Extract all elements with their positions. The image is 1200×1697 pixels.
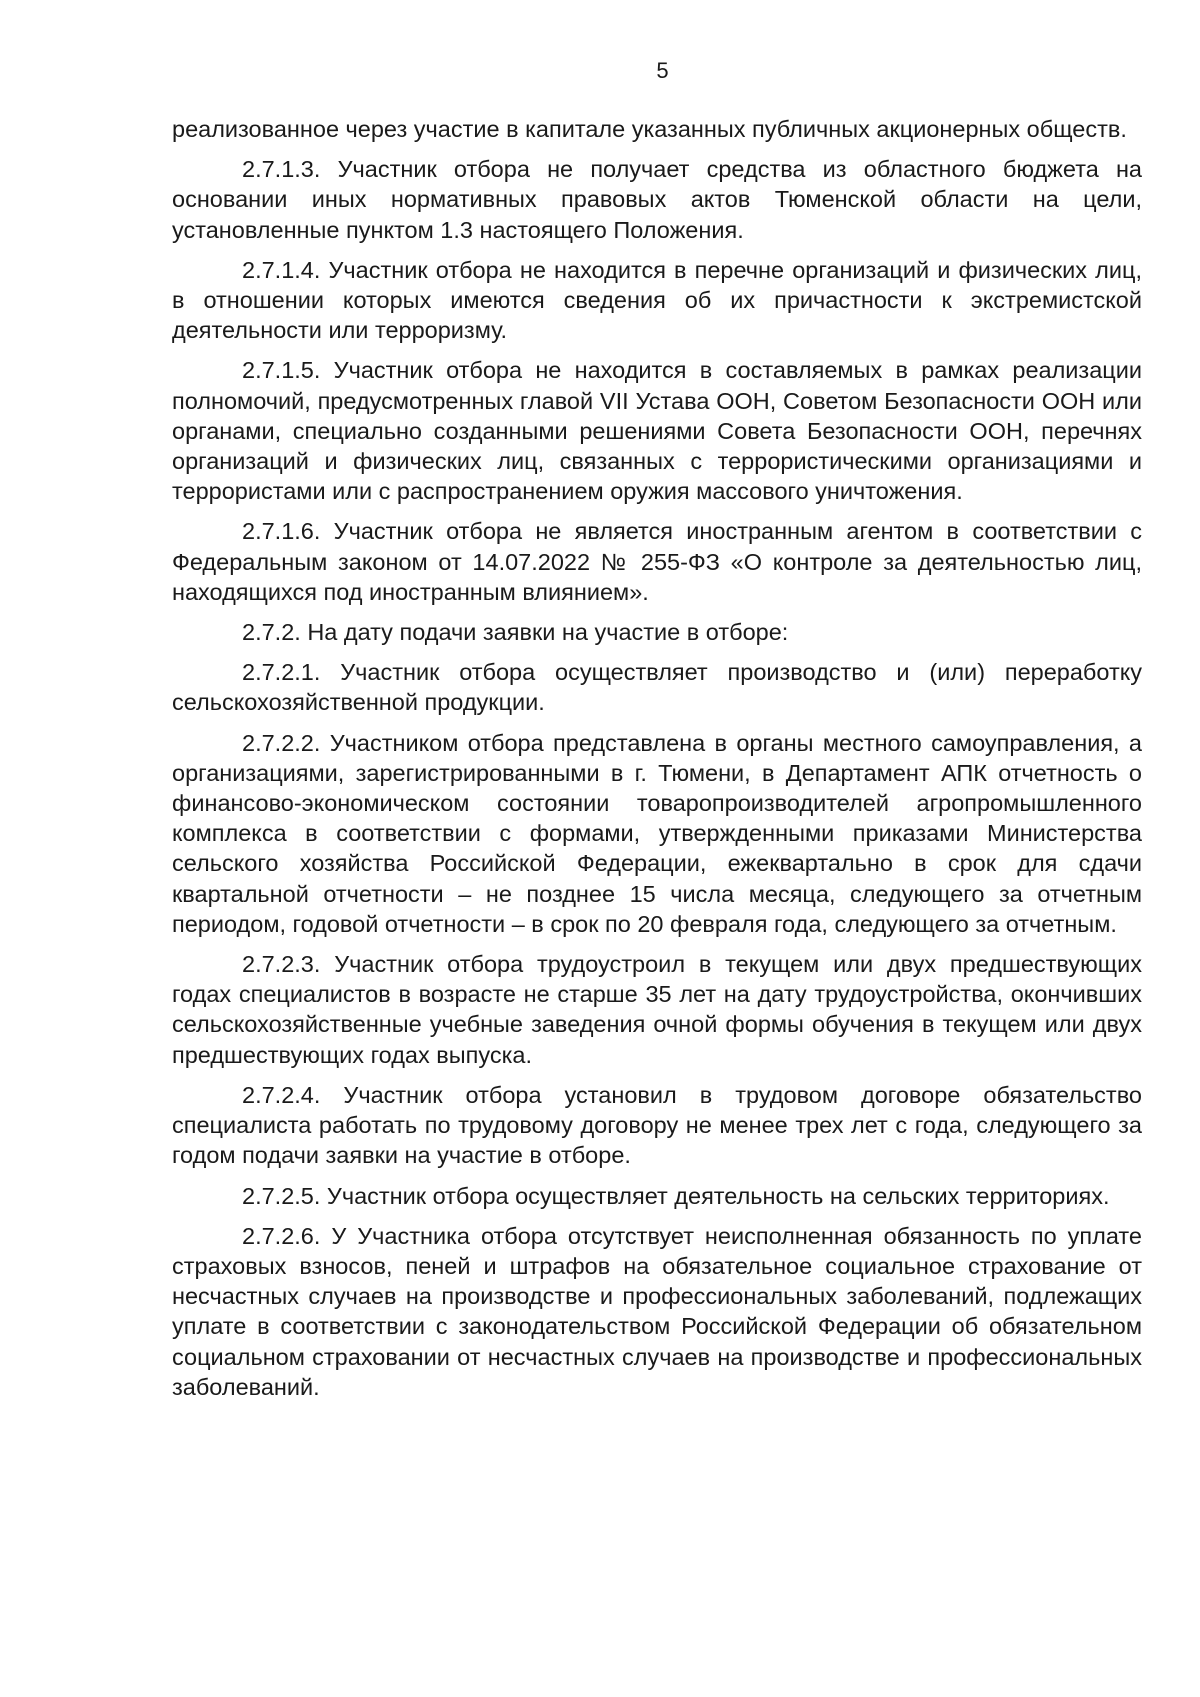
paragraph-2-7-1-4: 2.7.1.4. Участник отбора не находится в перечне организаций и физических лиц, в отношении которых имеются сведения об их причастности к экстремистской деятельности или терроризму. — [172, 256, 1142, 344]
paragraph-2-7-2-1: 2.7.2.1. Участник отбора осуществляет производство и (или) переработку сельскохозяйственной продукции. — [172, 659, 1142, 716]
paragraph-2-7-2: 2.7.2. На дату подачи заявки на участие в отборе: — [242, 619, 789, 646]
paragraph-2-7-2-6: 2.7.2.6. У Участника отбора отсутствует неисполненная обязанность по уплате страховых взносов, пеней и штрафов на обязательное социальное страхование от несчастных случаев на производстве и профессиональных заболеваний, подлежащих уплате в соответствии с законодательством Российской Федерации об обязательном социальном страховании от несчастных случаев на производстве и профессиональных заболеваний. — [172, 1222, 1142, 1400]
paragraph-2-7-2-2: 2.7.2.2. Участником отбора представлена в органы местного самоуправления, а организациями, зарегистрированными в г. Тюмени, в Департамент АПК отчетность о финансово-экономическом состоянии товаропроизводителей агропромышленного комплекса в соответствии с формами, утвержденными приказами Министерства сельского хозяйства Российской Федерации, ежеквартально в срок для сдачи квартальной отчетности – не позднее 15 числа месяца, следующего за отчетным периодом, годовой отчетности – в срок по 20 февраля года, следующего за отчетным. — [172, 729, 1142, 937]
document-body — [172, 114, 1142, 1412]
paragraph-2-7-1-6: 2.7.1.6. Участник отбора не является иностранным агентом в соответствии с Федеральным законом от 14.07.2022 № 255-ФЗ «О контроле за деятельностью лиц, находящихся под иностранным влиянием». — [172, 518, 1142, 605]
paragraph-2-7-1-3: 2.7.1.3. Участник отбора не получает средства из областного бюджета на основании иных нормативных правовых актов Тюменской области на цели, установленные пунктом 1.3 настоящего Положения. — [172, 156, 1142, 243]
paragraph-2-7-1-5: 2.7.1.5. Участник отбора не находится в составляемых в рамках реализации полномочий, предусмотренных главой VII Устава ООН, Советом Безопасности ООН или органами, специально созданными решениями Совета Безопасности ООН, перечнях организаций и физических лиц, связанных с террористическими организациями и террористами или с распространением оружия массового уничтожения. — [172, 357, 1142, 505]
paragraph-2-7-2-5: 2.7.2.5. Участник отбора осуществляет деятельность на сельских территориях. — [242, 1182, 1110, 1209]
page-number: 5 — [656, 58, 669, 83]
paragraph-2-7-2-4: 2.7.2.4. Участник отбора установил в трудовом договоре обязательство специалиста работать по трудовому договору не менее трех лет с года, следующего за годом подачи заявки на участие в отборе. — [172, 1081, 1142, 1169]
paragraph-continuation: реализованное через участие в капитале указанных публичных акционерных обществ. — [172, 116, 1127, 142]
paragraph-2-7-2-3: 2.7.2.3. Участник отбора трудоустроил в текущем или двух предшествующих годах специалистов в возрасте не старше 35 лет на дату трудоустройства, окончивших сельскохозяйственные учебные заведения очной формы обучения в текущем или двух предшествующих годах выпуска. — [172, 951, 1142, 1068]
